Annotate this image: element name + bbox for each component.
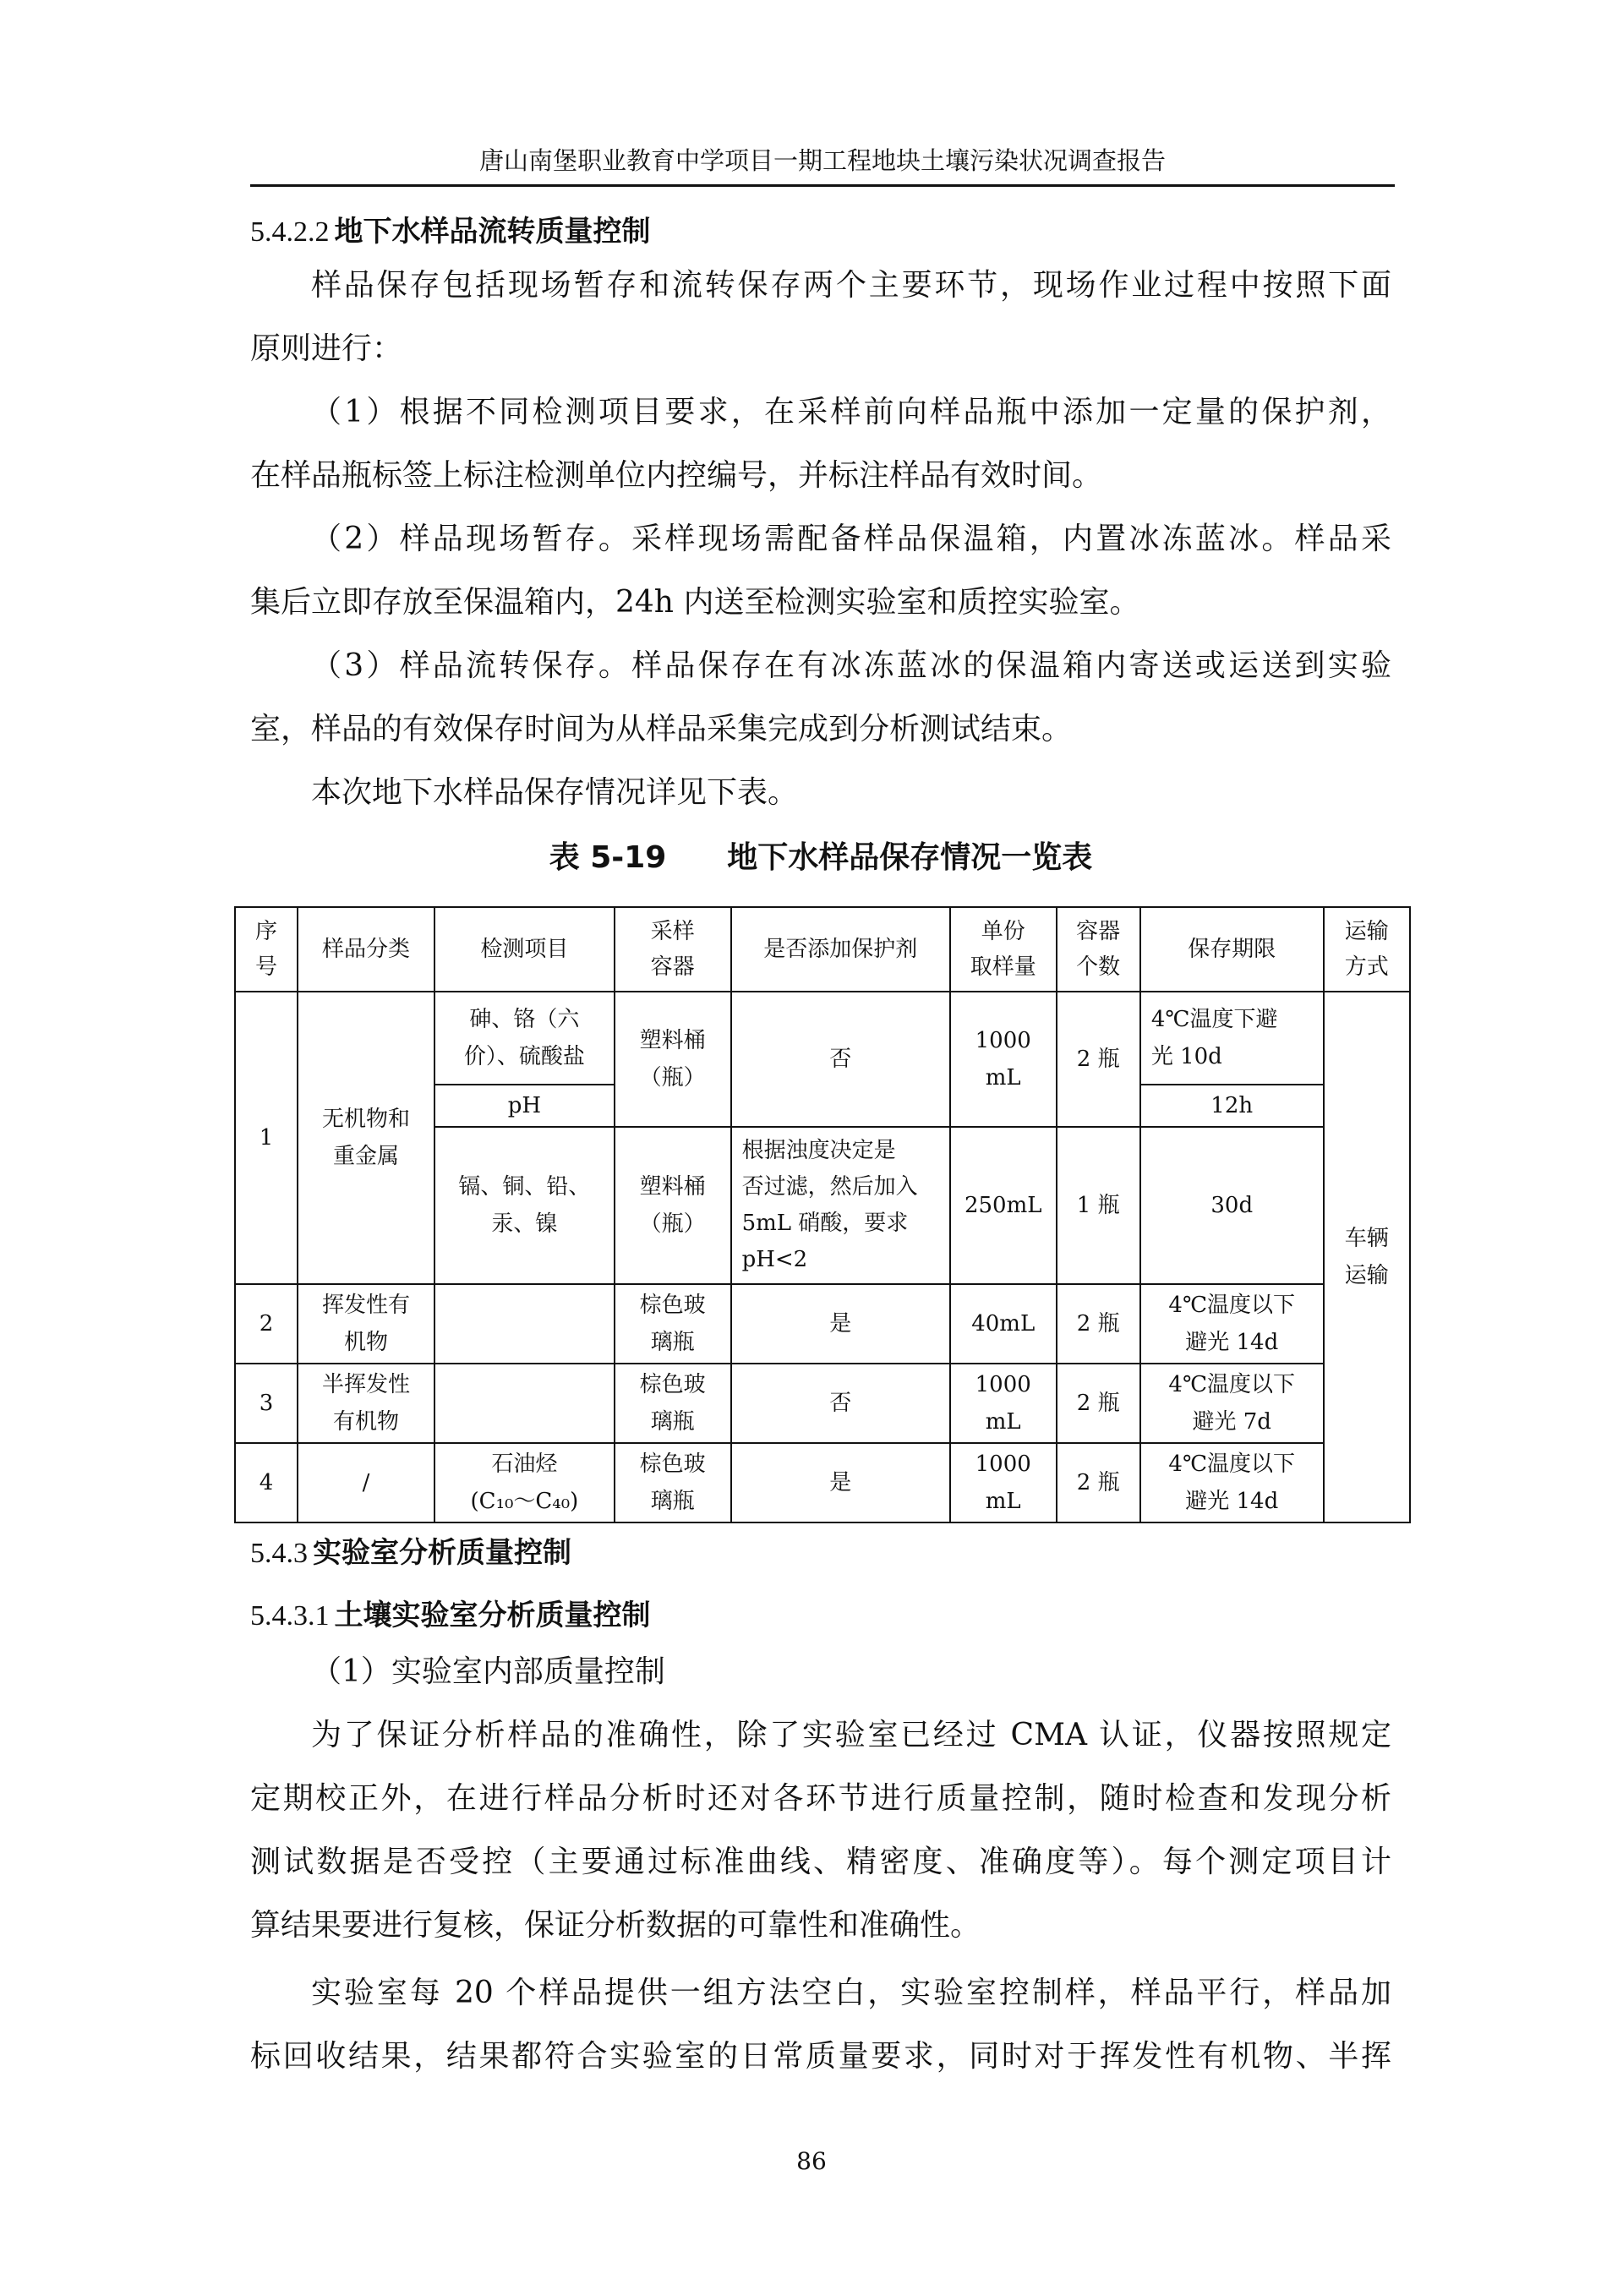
- section-title: 土壤实验室分析质量控制: [334, 1599, 651, 1632]
- cell-preservative: 是: [731, 1443, 950, 1522]
- section-title: 地下水样品流转质量控制: [334, 215, 651, 249]
- cell-preservative: 否: [731, 1364, 950, 1443]
- table-row: [235, 1284, 1410, 1364]
- cell-volume: 1000 mL: [950, 1443, 1057, 1522]
- item-1-paragraph: [250, 380, 1391, 507]
- text-line: 样品保存包括现场暂存和流转保存两个主要环节，现场作业过程中按照下面: [311, 268, 1391, 303]
- text-line: 标回收结果，结果都符合实验室的日常质量要求，同时对于挥发性有机物、半挥: [250, 2039, 1391, 2074]
- cell-transport: 车辆 运输: [1324, 992, 1410, 1522]
- header-item: 检测项目: [434, 907, 615, 992]
- text-line: 集后立即存放至保温箱内，24h 内送至检测实验室和质控实验室。: [250, 585, 1140, 620]
- cell-count: 2 瓶: [1057, 1284, 1140, 1364]
- cell-container: 塑料桶 （瓶）: [615, 992, 731, 1127]
- header-category: 样品分类: [298, 907, 434, 992]
- header-container: 采样 容器: [615, 907, 731, 992]
- header-preservative: 是否添加保护剂: [731, 907, 950, 992]
- subheading-internal-qc: [250, 1640, 1391, 1703]
- item-2-paragraph: [250, 507, 1391, 634]
- item-3-paragraph: [250, 634, 1391, 761]
- text-line: 定期校正外，在进行样品分析时还对各环节进行质量控制，随时检查和发现分析: [250, 1781, 1391, 1816]
- header-volume: 单份 取样量: [950, 907, 1057, 992]
- page-number: 86: [796, 2147, 827, 2175]
- cell-period: 4℃温度以下 避光 14d: [1140, 1443, 1324, 1522]
- section-heading-5-4-2-2: [250, 211, 651, 253]
- header-transport: 运输 方式: [1324, 907, 1410, 992]
- cell-no: 1: [235, 992, 298, 1284]
- cell-preservative: 是: [731, 1284, 950, 1364]
- cell-volume: 1000 mL: [950, 992, 1057, 1127]
- section-heading-5-4-3: [250, 1533, 571, 1574]
- section-number: 5.4.3.1: [250, 1600, 330, 1632]
- cell-container: 棕色玻 璃瓶: [615, 1443, 731, 1522]
- cell-category: 无机物和 重金属: [298, 992, 434, 1284]
- text-line: 原则进行：: [250, 331, 403, 366]
- cell-period: 30d: [1140, 1127, 1324, 1284]
- section-heading-5-4-3-1: [250, 1595, 651, 1637]
- header-period: 保存期限: [1140, 907, 1324, 992]
- cell-no: 3: [235, 1364, 298, 1443]
- text-line: 实验室每 20 个样品提供一组方法空白，实验室控制样，样品平行，样品加: [311, 1976, 1391, 2010]
- cell-container: 棕色玻 璃瓶: [615, 1284, 731, 1364]
- table-intro: [250, 761, 1391, 824]
- table-row: [235, 992, 1410, 1085]
- cell-volume: 1000 mL: [950, 1364, 1057, 1443]
- cell-item: 镉、铜、铅、 汞、镍: [434, 1127, 615, 1284]
- cell-period: 4℃温度以下 避光 7d: [1140, 1364, 1324, 1443]
- cell-period: 4℃温度下避 光 10d: [1140, 992, 1324, 1085]
- text-line: （2）样品现场暂存。采样现场需配备样品保温箱，内置冰冻蓝冰。样品采: [311, 522, 1391, 556]
- groundwater-sample-table: [234, 906, 1411, 1523]
- cell-item: [434, 1364, 615, 1443]
- cell-category: /: [298, 1443, 434, 1522]
- table-row: [235, 1364, 1410, 1443]
- cell-count: 2 瓶: [1057, 1364, 1140, 1443]
- cell-container: 塑料桶 （瓶）: [615, 1127, 731, 1284]
- cell-item: 砷、铬（六 价）、硫酸盐: [434, 992, 615, 1085]
- cell-period: 4℃温度以下 避光 14d: [1140, 1284, 1324, 1364]
- lab-paragraph: [250, 1961, 1391, 2088]
- cell-category: 半挥发性 有机物: [298, 1364, 434, 1443]
- text-line: 在样品瓶标签上标注检测单位内控编号，并标注样品有效时间。: [250, 458, 1103, 493]
- text-line: 为了保证分析样品的准确性，除了实验室已经过 CMA 认证，仪器按照规定: [311, 1718, 1391, 1752]
- cell-item: [434, 1284, 615, 1364]
- header-count: 容器 个数: [1057, 907, 1140, 992]
- table-header-row: [235, 907, 1410, 992]
- cell-item: pH: [434, 1085, 615, 1127]
- cell-preservative: 根据浊度决定是 否过滤，然后加入 5mL 硝酸，要求 pH<2: [731, 1127, 950, 1284]
- section-number: 5.4.3: [250, 1538, 308, 1569]
- table-caption: 表 5-19 地下水样品保存情况一览表: [549, 840, 1093, 875]
- text-line: （1）根据不同检测项目要求，在采样前向样品瓶中添加一定量的保护剂，: [311, 395, 1391, 429]
- cell-item: 石油烃 (C₁₀～C₄₀): [434, 1443, 615, 1522]
- section-title: 实验室分析质量控制: [313, 1536, 571, 1570]
- cell-count: 1 瓶: [1057, 1127, 1140, 1284]
- cell-period: 12h: [1140, 1085, 1324, 1127]
- table-row: [235, 1443, 1410, 1522]
- text-line: 本次地下水样品保存情况详见下表。: [311, 775, 799, 810]
- section-number: 5.4.2.2: [250, 216, 330, 248]
- header-rule: [250, 184, 1395, 187]
- text-line: （3）样品流转保存。样品保存在有冰冻蓝冰的保温箱内寄送或运送到实验: [311, 648, 1391, 683]
- cell-preservative: 否: [731, 992, 950, 1127]
- running-header: 唐山南堡职业教育中学项目一期工程地块土壤污染状况调查报告: [478, 146, 1166, 175]
- qc-paragraph: [250, 1703, 1391, 1957]
- text-line: 测试数据是否受控（主要通过标准曲线、精密度、准确度等）。每个测定项目计: [250, 1845, 1391, 1879]
- cell-count: 2 瓶: [1057, 992, 1140, 1127]
- text-line: 算结果要进行复核，保证分析数据的可靠性和准确性。: [250, 1908, 981, 1943]
- intro-paragraph: [250, 254, 1391, 380]
- text-line: （1）实验室内部质量控制: [311, 1654, 665, 1689]
- text-line: 室，样品的有效保存时间为从样品采集完成到分析测试结束。: [250, 712, 1073, 746]
- header-no: 序 号: [235, 907, 298, 992]
- cell-container: 棕色玻 璃瓶: [615, 1364, 731, 1443]
- cell-category: 挥发性有 机物: [298, 1284, 434, 1364]
- cell-no: 4: [235, 1443, 298, 1522]
- cell-no: 2: [235, 1284, 298, 1364]
- cell-volume: 250mL: [950, 1127, 1057, 1284]
- cell-volume: 40mL: [950, 1284, 1057, 1364]
- cell-count: 2 瓶: [1057, 1443, 1140, 1522]
